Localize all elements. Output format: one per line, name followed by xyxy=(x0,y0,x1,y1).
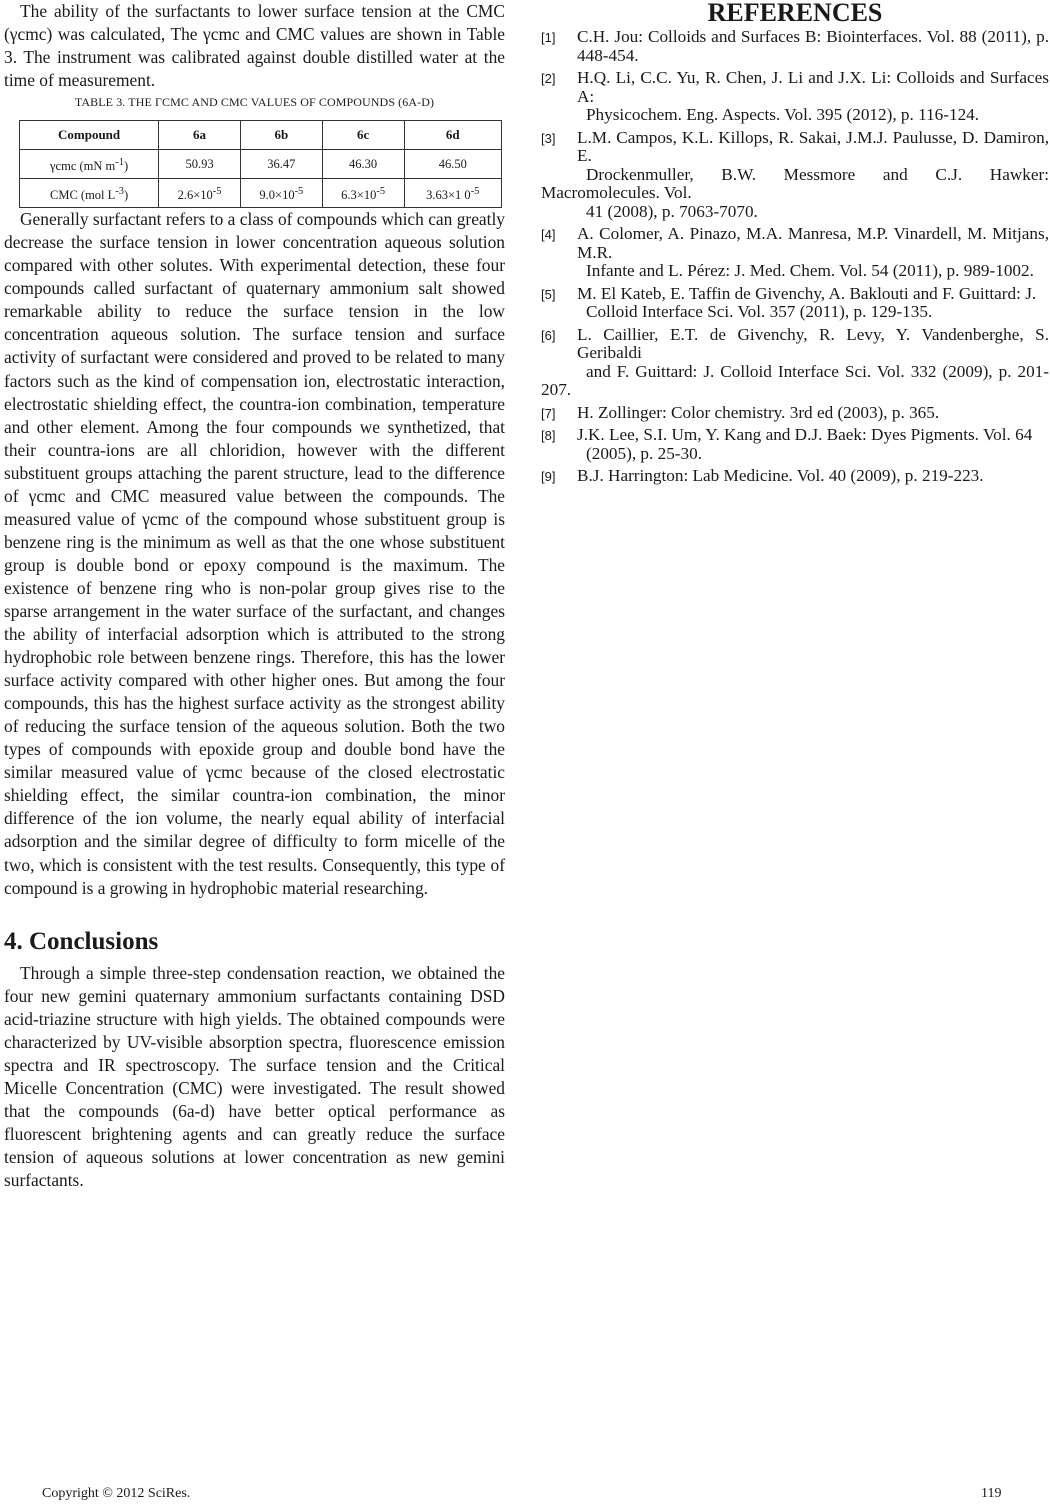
reference-text-continued: 41 (2008), p. 7063-7070. xyxy=(586,201,758,221)
reference-text: H.Q. Li, C.C. Yu, R. Chen, J. Li and J.X. Li: Colloids and Surfaces A: xyxy=(577,68,1049,106)
reference-item xyxy=(541,285,1049,322)
footer-copyright: Copyright © 2012 SciRes. xyxy=(42,1486,191,1501)
table-cell: 36.47 xyxy=(240,150,322,179)
reference-text: C.H. Jou: Colloids and Surfaces B: Biointerfaces. Vol. 88 (2011), p. 448-454. xyxy=(577,27,1049,65)
reference-text: L.M. Campos, K.L. Killops, R. Sakai, J.M.J. Paulusse, D. Damiron, E. xyxy=(577,127,1049,165)
table-row-label: γcmc (mN $m^{-1}$) xyxy=(20,150,159,179)
reference-number: [1] xyxy=(541,30,556,45)
footer-page-number: 119 xyxy=(981,1486,1002,1501)
table-row-gamma-cmc xyxy=(20,150,502,179)
reference-item xyxy=(541,225,1049,281)
table-row-label: CMC (mol $L^{-3}$) xyxy=(20,179,159,208)
reference-text: M. El Kateb, E. Taffin de Givenchy, A. Baklouti and F. Guittard: J. xyxy=(577,283,1037,303)
reference-text-continued: Drockenmuller, B.W. Messmore and C.J. Hawker: Macromolecules. Vol. xyxy=(541,164,1049,202)
reference-item xyxy=(541,69,1049,125)
table-cell: 46.30 xyxy=(322,150,404,179)
reference-text: B.J. Harrington: Lab Medicine. Vol. 40 (2009), p. 219-223. xyxy=(577,466,984,485)
table-cell: 3.63×1 $0^{-5}$ xyxy=(404,179,502,208)
reference-number: [4] xyxy=(541,227,556,242)
reference-number: [9] xyxy=(541,469,556,484)
references-title: REFERENCES xyxy=(707,0,883,27)
reference-number: [3] xyxy=(541,130,556,146)
table-cell: $2.6\times 10^{-5}$ xyxy=(159,179,241,208)
reference-item xyxy=(541,28,1049,65)
table-caption: TABLE 3. THE ΓCMC AND CMC VALUES OF COMPOUNDS (6A-D) xyxy=(74,95,435,110)
reference-item xyxy=(541,129,1049,222)
left-column xyxy=(4,0,505,1192)
reference-text-continued: Physicochem. Eng. Aspects. Vol. 395 (2012), p. 116-124. xyxy=(586,105,980,124)
table-cell: $9.0\times 10^{-5}$ xyxy=(240,179,322,208)
reference-text: A. Colomer, A. Pinazo, M.A. Manresa, M.P. Vinardell, M. Mitjans, M.R. xyxy=(577,224,1049,262)
reference-text: L. Caillier, E.T. de Givenchy, R. Levy, Y. Vandenberghe, S. Geribaldi xyxy=(577,324,1049,362)
table-header-cell: Compound xyxy=(20,121,159,150)
reference-text-continued: Infante and L. Pérez: J. Med. Chem. Vol. 54 (2011), p. 989-1002. xyxy=(586,261,1034,280)
table-header-row xyxy=(20,121,502,150)
reference-item xyxy=(541,426,1049,463)
reference-text: H. Zollinger: Color chemistry. 3rd ed (2003), p. 365. xyxy=(577,402,940,422)
table-cell: 50.93 xyxy=(159,150,241,179)
reference-item xyxy=(541,467,1049,486)
reference-item xyxy=(541,404,1049,423)
reference-text-continued: and F. Guittard: J. Colloid Interface Sci. Vol. 332 (2009), p. 201-207. xyxy=(541,361,1049,399)
table-header-cell: 6d xyxy=(404,121,502,150)
reference-number: [2] xyxy=(541,71,556,86)
table-cell: 46.50 xyxy=(404,150,502,179)
references-column xyxy=(541,0,1049,490)
table-header-cell: 6c xyxy=(322,121,404,150)
table-cell: $6.3\times 10^{-5}$ xyxy=(322,179,404,208)
reference-number: [7] xyxy=(541,405,556,421)
reference-number: [8] xyxy=(541,428,556,443)
reference-number: [5] xyxy=(541,286,556,302)
reference-item xyxy=(541,326,1049,400)
reference-text-continued: (2005), p. 25-30. xyxy=(586,443,702,463)
paragraph-surface-tension-intro: The ability of the surfactants to lower surface tension at the CMC (γcmc) was calculated, The γcmc and CMC values are shown in Table 3. The instrument was calibrated against double distilled water at the time of measurement. xyxy=(4,1,505,91)
table-row-cmc xyxy=(20,179,502,208)
reference-number: [6] xyxy=(541,327,556,343)
paragraph-surfactant-discussion: Generally surfactant refers to a class of compounds which can greatly decrease the surface tension in lower concentration aqueous solution compared with other solutes. With experimental detection, these four compounds called surfactant of quaternary ammonium salt showed remarkable ability to reduce the surface tension in the low concentration aqueous solution. The surface tension and surface activity of surfactant were considered and proved to be related to many factors such as the kind of compensation ion, electrostatic interaction, electrostatic shielding effect, the countra-ion combination, temperature and other element. Among the four compounds we synthetized, that their countra-ions are all chloridion, however with the different substituent groups attaching the parent structure, lead to the difference of γcmc and CMC measured value between the compounds. The measured value of γcmc of the compound whose substituent group is benzene ring is the minimum as well as that the one whose substituent group is double bond or epoxy compound is the maximum. The existence of benzene ring who is non-polar group gives rise to the sparse arrangement in the water surface of the surfactant, and changes the ability of interfacial adsorption which is attributed to the strong hydrophobic role between benzene rings. Therefore, this has the lower surface activity compared with other higher ones. But among the four compounds, this has the highest surface activity as the strongest ability of reducing the surface tension of the aqueous solution. Both the two types of compounds with epoxide group and double bond have the similar measured value of γcmc because of the closed electrostatic shielding effect, the similar countra-ion combination, the minor difference of the ion volume, the nearly equal ability of interfacial adsorption and the similar degree of difficulty to form micelle of the two, which is consistent with the test results. Consequently, this type of compound is a growing in hydrophobic material researching. xyxy=(4,209,505,898)
paragraph-conclusions: Through a simple three-step condensation reaction, we obtained the four new gemini quaternary ammonium surfactants containing DSD acid-triazine structure with high yields. The obtained compounds were characterized by UV-visible absorption spectra, fluorescence emission spectra and IR spectroscopy. The surface tension and the Critical Micelle Concentration (CMC) were investigated. The result showed that the compounds (6a-d) have better optical performance as fluorescent brightening agents and can greatly reduce the surface tension of aqueous solutions at lower concentration as new gemini surfactants. xyxy=(4,962,505,1191)
reference-text-continued: Colloid Interface Sci. Vol. 357 (2011), p. 129-135. xyxy=(586,302,933,321)
cmc-values-table xyxy=(19,120,502,208)
reference-text: J.K. Lee, S.I. Um, Y. Kang and D.J. Baek: Dyes Pigments. Vol. 64 xyxy=(577,425,1033,444)
section-heading-conclusions: 4. Conclusions xyxy=(4,927,159,955)
table-header-cell: 6b xyxy=(240,121,322,150)
table-header-cell: 6a xyxy=(159,121,241,150)
